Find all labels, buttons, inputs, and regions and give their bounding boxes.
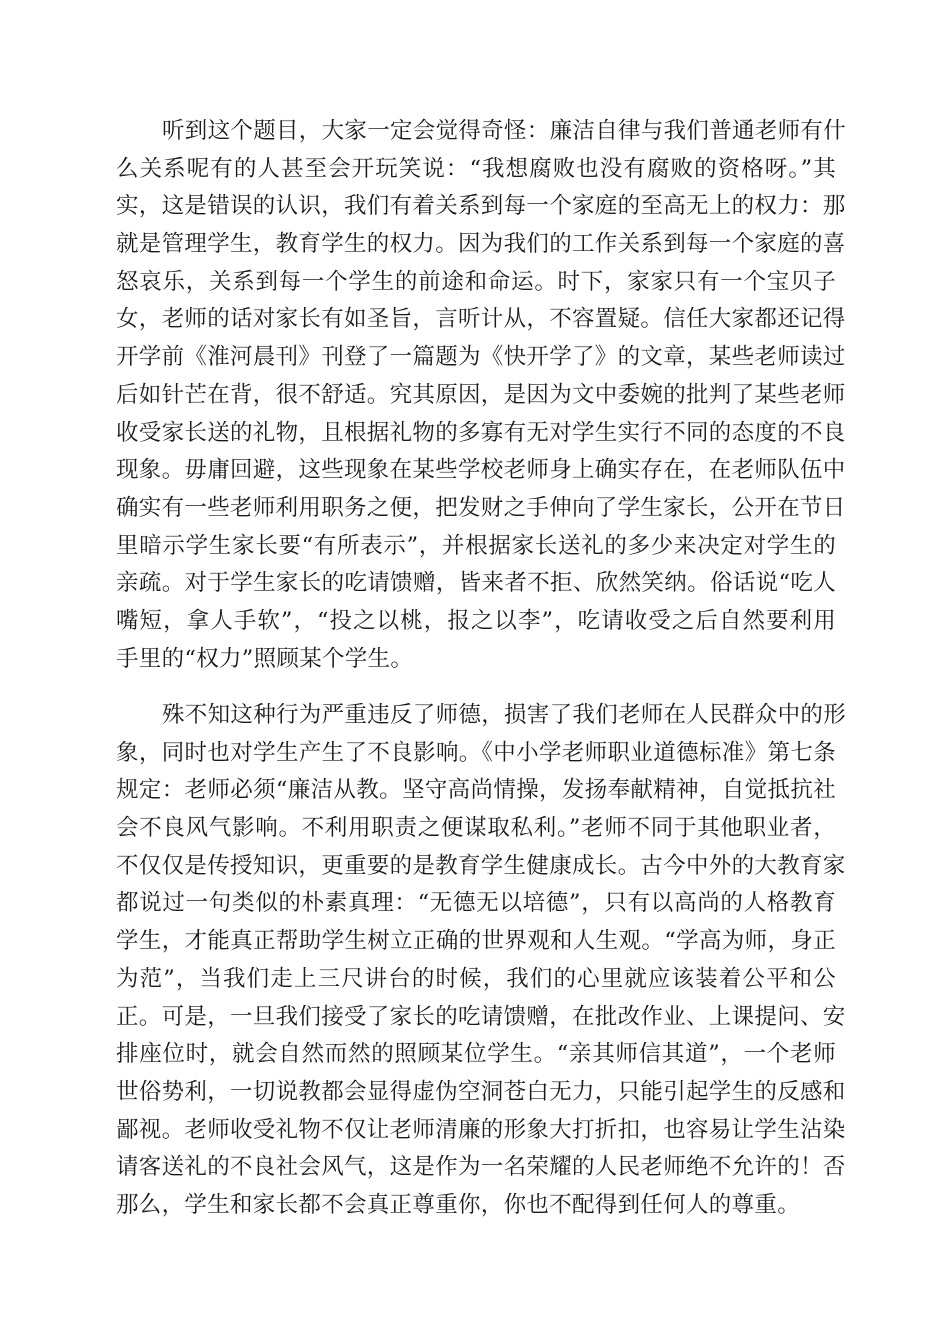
paragraph-line: 现象。毋庸回避，这些现象在某些学校老师身上确实存在，在老师队伍中 xyxy=(116,457,846,484)
paragraph-line: 里暗示学生家长要“有所表示”，并根据家长送礼的多少来决定对学生的 xyxy=(116,532,836,559)
paragraph-line: 怒哀乐，关系到每一个学生的前途和命运。时下，家家只有一个宝贝子 xyxy=(116,268,836,295)
paragraph-line: 学生，才能真正帮助学生树立正确的世界观和人生观。“学高为师，身正 xyxy=(116,928,836,955)
paragraph-line: 鄙视。老师收受礼物不仅让老师清廉的形象大打折扣，也容易让学生沾染 xyxy=(116,1116,846,1143)
paragraph-1 xyxy=(116,113,847,678)
paragraph-line: 都说过一句类似的朴素真理：“无德无以培德”，只有以高尚的人格教育 xyxy=(116,890,836,917)
paragraph-line: 收受家长送的礼物，且根据礼物的多寡有无对学生实行不同的态度的不良 xyxy=(116,419,846,446)
paragraph-line: 女，老师的话对家长有如圣旨，言听计从，不容置疑。信任大家都还记得 xyxy=(116,306,846,333)
paragraph-line: 就是管理学生，教育学生的权力。因为我们的工作关系到每一个家庭的喜 xyxy=(116,231,846,258)
paragraph-line: 会不良风气影响。不利用职责之便谋取私利。”老师不同于其他职业者， xyxy=(116,815,836,842)
paragraph-line: 不仅仅是传授知识，更重要的是教育学生健康成长。古今中外的大教育家 xyxy=(116,852,846,879)
paragraph-line: 手里的“权力”照顾某个学生。 xyxy=(116,645,414,672)
paragraph-line: 嘴短，拿人手软”，“投之以桃，报之以李”，吃请收受之后自然要利用 xyxy=(116,607,836,634)
paragraph-line: 排座位时，就会自然而然的照顾某位学生。“亲其师信其道”，一个老师 xyxy=(116,1041,836,1068)
paragraph-line: 开学前《淮河晨刊》刊登了一篇题为《快开学了》的文章，某些老师读过 xyxy=(116,344,846,371)
paragraph-2 xyxy=(116,697,847,1225)
paragraph-line: 确实有一些老师利用职务之便，把发财之手伸向了学生家长，公开在节日 xyxy=(116,494,846,521)
paragraph-line: 正。可是，一旦我们接受了家长的吃请馈赠，在批改作业、上课提问、安 xyxy=(116,1003,846,1030)
paragraph-line: 为范”，当我们走上三尺讲台的时候，我们的心里就应该装着公平和公 xyxy=(116,965,836,992)
paragraph-line: 么关系呢有的人甚至会开玩笑说：“我想腐败也没有腐败的资格呀。”其 xyxy=(116,155,836,182)
paragraph-line: 规定：老师必须“廉洁从教。坚守高尚情操，发扬奉献精神，自觉抵抗社 xyxy=(116,777,836,804)
paragraph-line: 请客送礼的不良社会风气，这是作为一名荣耀的人民老师绝不允许的！否 xyxy=(116,1154,846,1181)
paragraph-line: 世俗势利，一切说教都会显得虚伪空洞苍白无力，只能引起学生的反感和 xyxy=(116,1078,846,1105)
paragraph-line: 听到这个题目，大家一定会觉得奇怪：廉洁自律与我们普通老师有什 xyxy=(162,118,847,144)
paragraph-line: 亲疏。对于学生家长的吃请馈赠，皆来者不拒、欣然笑纳。俗话说“吃人 xyxy=(116,570,836,597)
paragraph-line: 那么，学生和家长都不会真正尊重你，你也不配得到任何人的尊重。 xyxy=(116,1191,801,1218)
paragraph-line: 殊不知这种行为严重违反了师德，损害了我们老师在人民群众中的形 xyxy=(162,702,847,728)
paragraph-line: 象，同时也对学生产生了不良影响。《中小学老师职业道德标准》第七条 xyxy=(116,739,836,766)
paragraph-line: 实，这是错误的认识，我们有着关系到每一个家庭的至高无上的权力：那 xyxy=(116,193,846,220)
paragraph-line: 后如针芒在背，很不舒适。究其原因，是因为文中委婉的批判了某些老师 xyxy=(116,381,846,408)
